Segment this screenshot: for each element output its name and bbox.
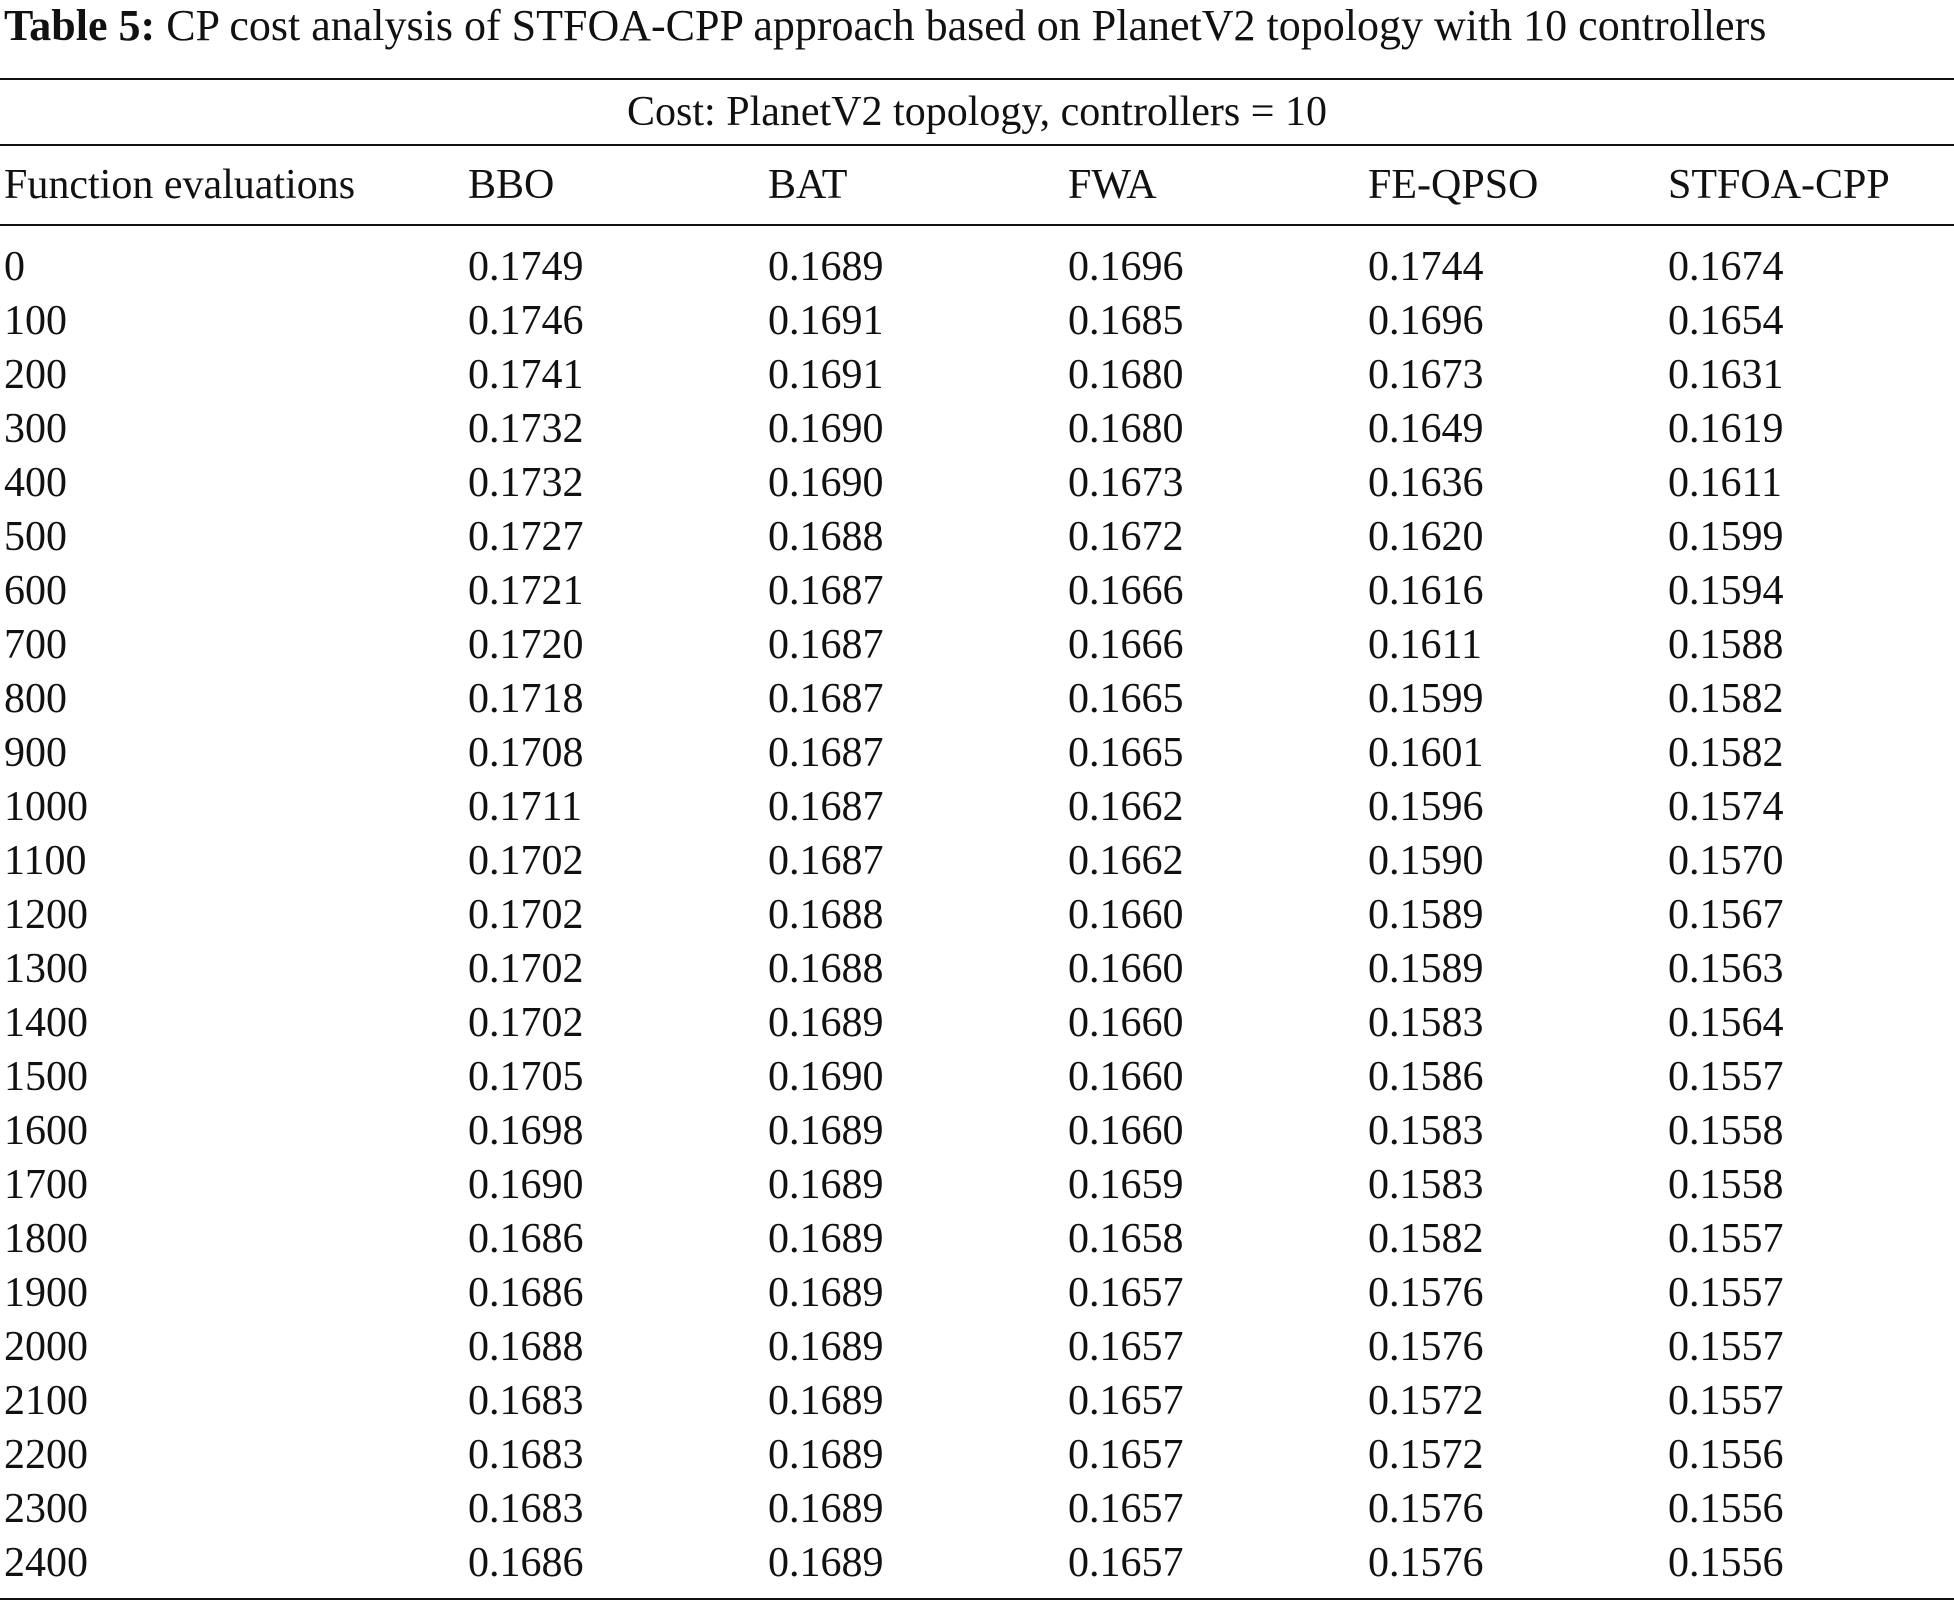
cell-fwa: 0.1672 — [1068, 514, 1184, 560]
cell-stfoa-cpp: 0.1556 — [1668, 1486, 1784, 1532]
cell-bat: 0.1687 — [768, 568, 884, 614]
cell-bat: 0.1689 — [768, 1432, 884, 1478]
cell-bat: 0.1691 — [768, 298, 884, 344]
table-row — [0, 618, 1954, 672]
column-header-bbo: BBO — [468, 146, 768, 225]
cell-fwa: 0.1666 — [1068, 568, 1184, 614]
bottom-rule — [0, 1598, 1954, 1600]
table-row — [0, 1266, 1954, 1320]
cell-fwa: 0.1660 — [1068, 1000, 1184, 1046]
cell-bat: 0.1690 — [768, 406, 884, 452]
cell-fwa: 0.1657 — [1068, 1324, 1184, 1370]
cell-bat: 0.1689 — [768, 1000, 884, 1046]
cell-stfoa-cpp: 0.1557 — [1668, 1378, 1784, 1424]
cell-bat: 0.1691 — [768, 352, 884, 398]
cell-stfoa-cpp: 0.1557 — [1668, 1324, 1784, 1370]
cell-bbo: 0.1686 — [468, 1540, 584, 1586]
cell-bbo: 0.1690 — [468, 1162, 584, 1208]
cell-bat: 0.1688 — [768, 946, 884, 992]
cell-function-evaluations: 1800 — [4, 1216, 88, 1262]
cell-bat: 0.1689 — [768, 1270, 884, 1316]
cell-fe-qpso: 0.1590 — [1368, 838, 1484, 884]
table-row — [0, 726, 1954, 780]
cell-stfoa-cpp: 0.1619 — [1668, 406, 1784, 452]
cell-stfoa-cpp: 0.1556 — [1668, 1432, 1784, 1478]
table-row — [0, 510, 1954, 564]
table-row — [0, 672, 1954, 726]
table-row — [0, 888, 1954, 942]
cell-fwa: 0.1665 — [1068, 676, 1184, 722]
table-row — [0, 1320, 1954, 1374]
table-caption-label: Table 5: — [4, 1, 156, 50]
table-span-title: Cost: PlanetV2 topology, controllers = 10 — [627, 89, 1327, 135]
cell-bbo: 0.1683 — [468, 1432, 584, 1478]
cell-bbo: 0.1686 — [468, 1270, 584, 1316]
cell-stfoa-cpp: 0.1557 — [1668, 1270, 1784, 1316]
cell-stfoa-cpp: 0.1557 — [1668, 1054, 1784, 1100]
cell-function-evaluations: 1000 — [4, 784, 88, 830]
cell-fwa: 0.1657 — [1068, 1540, 1184, 1586]
cell-fe-qpso: 0.1572 — [1368, 1378, 1484, 1424]
cell-function-evaluations: 1400 — [4, 1000, 88, 1046]
cell-fe-qpso: 0.1583 — [1368, 1162, 1484, 1208]
header-row — [0, 146, 1954, 225]
cell-fe-qpso: 0.1576 — [1368, 1270, 1484, 1316]
cell-bbo: 0.1702 — [468, 946, 584, 992]
cell-fe-qpso: 0.1649 — [1368, 406, 1484, 452]
cell-bbo: 0.1718 — [468, 676, 584, 722]
cell-function-evaluations: 1600 — [4, 1108, 88, 1154]
table-row — [0, 1428, 1954, 1482]
cell-bbo: 0.1683 — [468, 1486, 584, 1532]
cell-bat: 0.1689 — [768, 1324, 884, 1370]
cell-fe-qpso: 0.1572 — [1368, 1432, 1484, 1478]
cell-bat: 0.1689 — [768, 1540, 884, 1586]
table-row — [0, 780, 1954, 834]
cell-fe-qpso: 0.1576 — [1368, 1486, 1484, 1532]
column-header-fe-qpso: FE-QPSO — [1368, 146, 1668, 225]
cell-bbo: 0.1741 — [468, 352, 584, 398]
cell-bat: 0.1689 — [768, 244, 884, 290]
cell-bbo: 0.1702 — [468, 892, 584, 938]
cell-fwa: 0.1685 — [1068, 298, 1184, 344]
cell-bat: 0.1687 — [768, 784, 884, 830]
cell-bbo: 0.1720 — [468, 622, 584, 668]
cell-function-evaluations: 900 — [4, 730, 67, 776]
table-row — [0, 294, 1954, 348]
cell-function-evaluations: 200 — [4, 352, 67, 398]
table-row — [0, 942, 1954, 996]
cell-bat: 0.1689 — [768, 1216, 884, 1262]
cell-bbo: 0.1749 — [468, 244, 584, 290]
cell-stfoa-cpp: 0.1654 — [1668, 298, 1784, 344]
cell-bbo: 0.1705 — [468, 1054, 584, 1100]
cell-bat: 0.1687 — [768, 838, 884, 884]
cell-fe-qpso: 0.1616 — [1368, 568, 1484, 614]
cell-fe-qpso: 0.1589 — [1368, 892, 1484, 938]
cell-bat: 0.1688 — [768, 514, 884, 560]
cell-function-evaluations: 600 — [4, 568, 67, 614]
column-header-fwa: FWA — [1068, 146, 1368, 225]
cell-fe-qpso: 0.1576 — [1368, 1324, 1484, 1370]
cell-function-evaluations: 1100 — [4, 838, 87, 884]
cell-bat: 0.1690 — [768, 460, 884, 506]
cell-stfoa-cpp: 0.1574 — [1668, 784, 1784, 830]
cell-stfoa-cpp: 0.1563 — [1668, 946, 1784, 992]
table-caption-text: CP cost analysis of STFOA-CPP approach based on PlanetV2 topology with 10 controllers — [155, 1, 1767, 50]
table-body — [0, 225, 1954, 1590]
cell-fe-qpso: 0.1636 — [1368, 460, 1484, 506]
table-row — [0, 402, 1954, 456]
cell-bat: 0.1689 — [768, 1378, 884, 1424]
cell-fwa: 0.1657 — [1068, 1378, 1184, 1424]
cell-function-evaluations: 2100 — [4, 1378, 88, 1424]
cell-bat: 0.1687 — [768, 676, 884, 722]
cell-bbo: 0.1711 — [468, 784, 582, 830]
cell-bbo: 0.1732 — [468, 460, 584, 506]
cell-function-evaluations: 2400 — [4, 1540, 88, 1586]
cell-fe-qpso: 0.1589 — [1368, 946, 1484, 992]
cell-stfoa-cpp: 0.1599 — [1668, 514, 1784, 560]
cell-function-evaluations: 1200 — [4, 892, 88, 938]
cell-fe-qpso: 0.1599 — [1368, 676, 1484, 722]
cell-bat: 0.1687 — [768, 730, 884, 776]
cell-function-evaluations: 2300 — [4, 1486, 88, 1532]
cell-fwa: 0.1665 — [1068, 730, 1184, 776]
table-row — [0, 564, 1954, 618]
cell-bbo: 0.1746 — [468, 298, 584, 344]
cell-stfoa-cpp: 0.1558 — [1668, 1162, 1784, 1208]
cell-fe-qpso: 0.1744 — [1368, 244, 1484, 290]
results-table — [0, 146, 1954, 1590]
cell-function-evaluations: 400 — [4, 460, 67, 506]
cell-function-evaluations: 100 — [4, 298, 67, 344]
cell-function-evaluations: 700 — [4, 622, 67, 668]
cell-bbo: 0.1688 — [468, 1324, 584, 1370]
column-header-bat: BAT — [768, 146, 1068, 225]
table-caption — [4, 0, 1948, 52]
cell-function-evaluations: 2000 — [4, 1324, 88, 1370]
column-header-function-evaluations: Function evaluations — [0, 146, 468, 225]
cell-bbo: 0.1683 — [468, 1378, 584, 1424]
cell-bbo: 0.1732 — [468, 406, 584, 452]
cell-fwa: 0.1660 — [1068, 1054, 1184, 1100]
cell-stfoa-cpp: 0.1674 — [1668, 244, 1784, 290]
cell-bat: 0.1690 — [768, 1054, 884, 1100]
table-row — [0, 1536, 1954, 1590]
cell-fwa: 0.1662 — [1068, 784, 1184, 830]
cell-stfoa-cpp: 0.1594 — [1668, 568, 1784, 614]
cell-fwa: 0.1696 — [1068, 244, 1184, 290]
cell-bat: 0.1688 — [768, 892, 884, 938]
table-row — [0, 1482, 1954, 1536]
cell-fwa: 0.1657 — [1068, 1486, 1184, 1532]
cell-function-evaluations: 500 — [4, 514, 67, 560]
cell-stfoa-cpp: 0.1556 — [1668, 1540, 1784, 1586]
cell-fe-qpso: 0.1583 — [1368, 1108, 1484, 1154]
cell-stfoa-cpp: 0.1567 — [1668, 892, 1784, 938]
cell-function-evaluations: 800 — [4, 676, 67, 722]
cell-fwa: 0.1658 — [1068, 1216, 1184, 1262]
cell-stfoa-cpp: 0.1564 — [1668, 1000, 1784, 1046]
cell-stfoa-cpp: 0.1588 — [1668, 622, 1784, 668]
table-row — [0, 834, 1954, 888]
cell-fwa: 0.1657 — [1068, 1432, 1184, 1478]
cell-fwa: 0.1660 — [1068, 946, 1184, 992]
cell-fwa: 0.1662 — [1068, 838, 1184, 884]
cell-stfoa-cpp: 0.1582 — [1668, 730, 1784, 776]
cell-fe-qpso: 0.1583 — [1368, 1000, 1484, 1046]
cell-function-evaluations: 1500 — [4, 1054, 88, 1100]
cell-fwa: 0.1666 — [1068, 622, 1184, 668]
cell-bat: 0.1689 — [768, 1108, 884, 1154]
cell-stfoa-cpp: 0.1558 — [1668, 1108, 1784, 1154]
column-header-stfoa-cpp: STFOA-CPP — [1668, 146, 1954, 225]
cell-function-evaluations: 300 — [4, 406, 67, 452]
cell-function-evaluations: 0 — [4, 244, 25, 290]
table-row — [0, 1158, 1954, 1212]
cell-function-evaluations: 1900 — [4, 1270, 88, 1316]
cell-bat: 0.1687 — [768, 622, 884, 668]
cell-stfoa-cpp: 0.1611 — [1668, 460, 1782, 506]
cell-fe-qpso: 0.1611 — [1368, 622, 1482, 668]
table-row — [0, 996, 1954, 1050]
cell-fwa: 0.1680 — [1068, 352, 1184, 398]
cell-fwa: 0.1657 — [1068, 1270, 1184, 1316]
cell-stfoa-cpp: 0.1582 — [1668, 676, 1784, 722]
cell-fe-qpso: 0.1673 — [1368, 352, 1484, 398]
cell-stfoa-cpp: 0.1570 — [1668, 838, 1784, 884]
cell-function-evaluations: 1300 — [4, 946, 88, 992]
cell-fwa: 0.1660 — [1068, 892, 1184, 938]
cell-fwa: 0.1673 — [1068, 460, 1184, 506]
cell-fe-qpso: 0.1620 — [1368, 514, 1484, 560]
cell-bat: 0.1689 — [768, 1486, 884, 1532]
cell-bbo: 0.1686 — [468, 1216, 584, 1262]
cell-fe-qpso: 0.1601 — [1368, 730, 1484, 776]
cell-bat: 0.1689 — [768, 1162, 884, 1208]
cell-function-evaluations: 1700 — [4, 1162, 88, 1208]
cell-fwa: 0.1660 — [1068, 1108, 1184, 1154]
cell-fwa: 0.1659 — [1068, 1162, 1184, 1208]
cell-fe-qpso: 0.1582 — [1368, 1216, 1484, 1262]
cell-stfoa-cpp: 0.1631 — [1668, 352, 1784, 398]
table-row — [0, 1104, 1954, 1158]
table-row — [0, 456, 1954, 510]
table-header — [0, 146, 1954, 225]
results-table-container — [0, 78, 1954, 1600]
cell-stfoa-cpp: 0.1557 — [1668, 1216, 1784, 1262]
table-row — [0, 225, 1954, 294]
cell-bbo: 0.1708 — [468, 730, 584, 776]
cell-function-evaluations: 2200 — [4, 1432, 88, 1478]
cell-fe-qpso: 0.1696 — [1368, 298, 1484, 344]
cell-fe-qpso: 0.1596 — [1368, 784, 1484, 830]
cell-fe-qpso: 0.1586 — [1368, 1054, 1484, 1100]
cell-fe-qpso: 0.1576 — [1368, 1540, 1484, 1586]
cell-bbo: 0.1721 — [468, 568, 584, 614]
cell-bbo: 0.1698 — [468, 1108, 584, 1154]
cell-bbo: 0.1702 — [468, 1000, 584, 1046]
table-row — [0, 1212, 1954, 1266]
table-row — [0, 348, 1954, 402]
cell-bbo: 0.1702 — [468, 838, 584, 884]
cell-bbo: 0.1727 — [468, 514, 584, 560]
table-row — [0, 1374, 1954, 1428]
table-row — [0, 1050, 1954, 1104]
cell-fwa: 0.1680 — [1068, 406, 1184, 452]
